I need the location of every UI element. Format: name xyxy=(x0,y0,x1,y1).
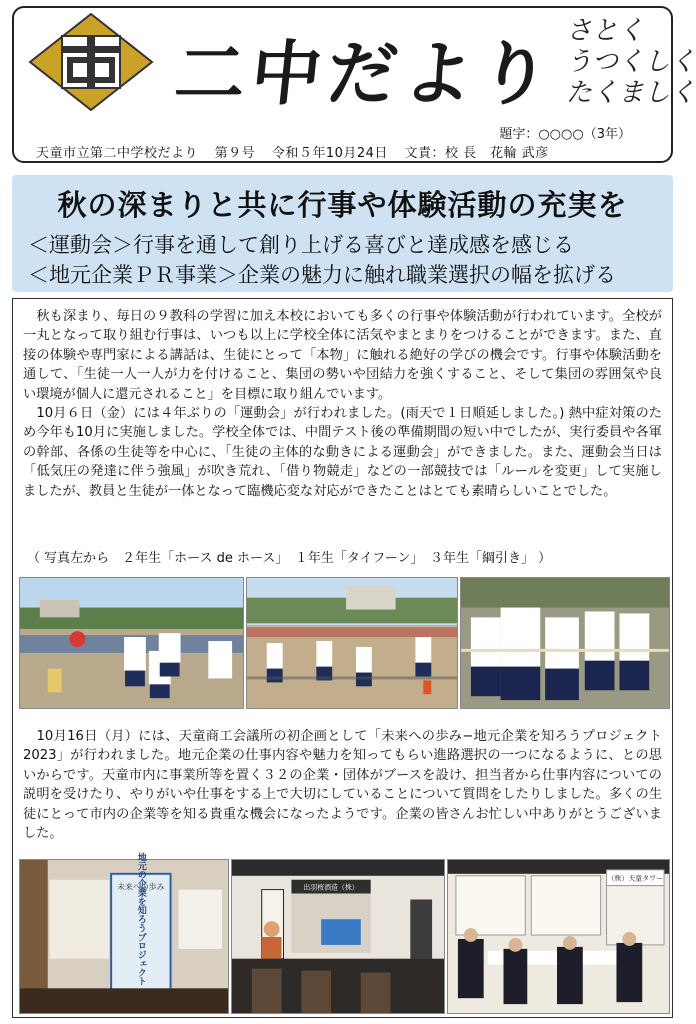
photo-sake-brewery-booth xyxy=(231,859,445,1014)
author: 文責：校 長 花輪 武彦 xyxy=(404,146,549,161)
issue-date: 令和５年10月24日 xyxy=(271,146,388,161)
calligrapher-credit: 題字：○○○○（3年） xyxy=(499,127,631,142)
article-box xyxy=(12,298,673,1018)
photo-tug-of-war xyxy=(460,577,670,709)
school-name: 天童市立第二中学校だより xyxy=(36,146,199,161)
masthead xyxy=(12,6,696,163)
main-headline: 秋の深まりと共に行事や体験活動の充実を xyxy=(57,188,628,222)
booth-sign-tower: （株）天童タワー xyxy=(607,874,663,883)
photo-hose-relay xyxy=(19,577,244,709)
photo-caption: （ 写真左から ２年生「ホース de ホース」 １年生「タイフーン」 ３年生「綱引き」 ） xyxy=(27,551,552,566)
motto-line: うつくしく xyxy=(566,47,696,77)
banner-text: 地元の企業を知ろうプロジェクト xyxy=(135,852,146,986)
newsletter-title: 二中だより xyxy=(171,32,560,115)
issue-info xyxy=(36,142,661,161)
photo-project-banner xyxy=(19,852,229,1014)
article-local-business-fair: 10月16日（月）には、天童商工会議所の初企画として「未来への歩み−地元企業を知ろうプロジェクト2023」が行われました。地元企業の仕事内容や魅力を知ってもらい進路選択の一つになるように、との思いからです。天童市内に事業所等を置く３２の企業・団体がブースを設け、担当者から仕事内容についての説明を受けたり、やりがいや仕事をする上で大切にしていることについて質問をしたりしました。多くの生徒にとって市内の企業等を知る貴重な機会になったようです。企業の皆さんお忙しい中ありがとうございました。 xyxy=(23,729,662,842)
subheadline-local-business: ＜地元企業ＰＲ事業＞企業の魅力に触れ職業選択の幅を拡げる xyxy=(28,263,616,287)
banner-top-text: 未来への歩み xyxy=(117,882,165,892)
motto-line: さとく xyxy=(566,16,645,46)
photo-typhoon-race xyxy=(246,577,458,709)
motto-line: たくましく xyxy=(566,78,696,108)
issue-number: 第９号 xyxy=(214,146,256,161)
photo-tendo-tower-booth xyxy=(447,859,670,1014)
subheadline-sports-day: ＜運動会＞行事を通して創り上げる喜びと達成感を感じる xyxy=(28,233,574,257)
headline-band xyxy=(12,175,673,292)
school-emblem-icon xyxy=(28,12,154,112)
article-intro-and-sports-day: 秋も深まり、毎日の９教科の学習に加え本校においても多くの行事や体験活動が行われています。全校が一丸となって取り組む行事は、いつも以上に学校全体に活気やまとまりをつけることができます。また、直接の体験や専門家による講話は、生徒にとって「本物」に触れる絶好の学びの機会です。行事や体験活動を通して、「生徒一人一人が力を付けること、集団の勢いや団結力を強くすること、そして集団の雰囲気や良い環境が個人に還元されること」を目標に取り組んでいます。 10月６日（金）には４年ぶりの「運動会」が行われました。(雨天で１日順延しました。) 熱中症対策のため今年も10月に実施しました。学校全体では、中間テスト後の準備期間の短い中でしたが、実行委員や各軍の幹部、各係の生徒等を中心に、「生徒の主体的な動きによる運動会」ができました。また、運動会当日は「低気圧の発達に伴う強風」が吹き荒れ、「借り物競走」などの一部競技では「ルールを変更」して実施しましたが、教員と生徒が一体となって臨機応変な対応ができたことはとても素晴らしいことでした。 xyxy=(23,309,662,499)
booth-sign-sake: 出羽桜酒造（株） xyxy=(303,883,359,892)
school-motto xyxy=(566,16,696,109)
